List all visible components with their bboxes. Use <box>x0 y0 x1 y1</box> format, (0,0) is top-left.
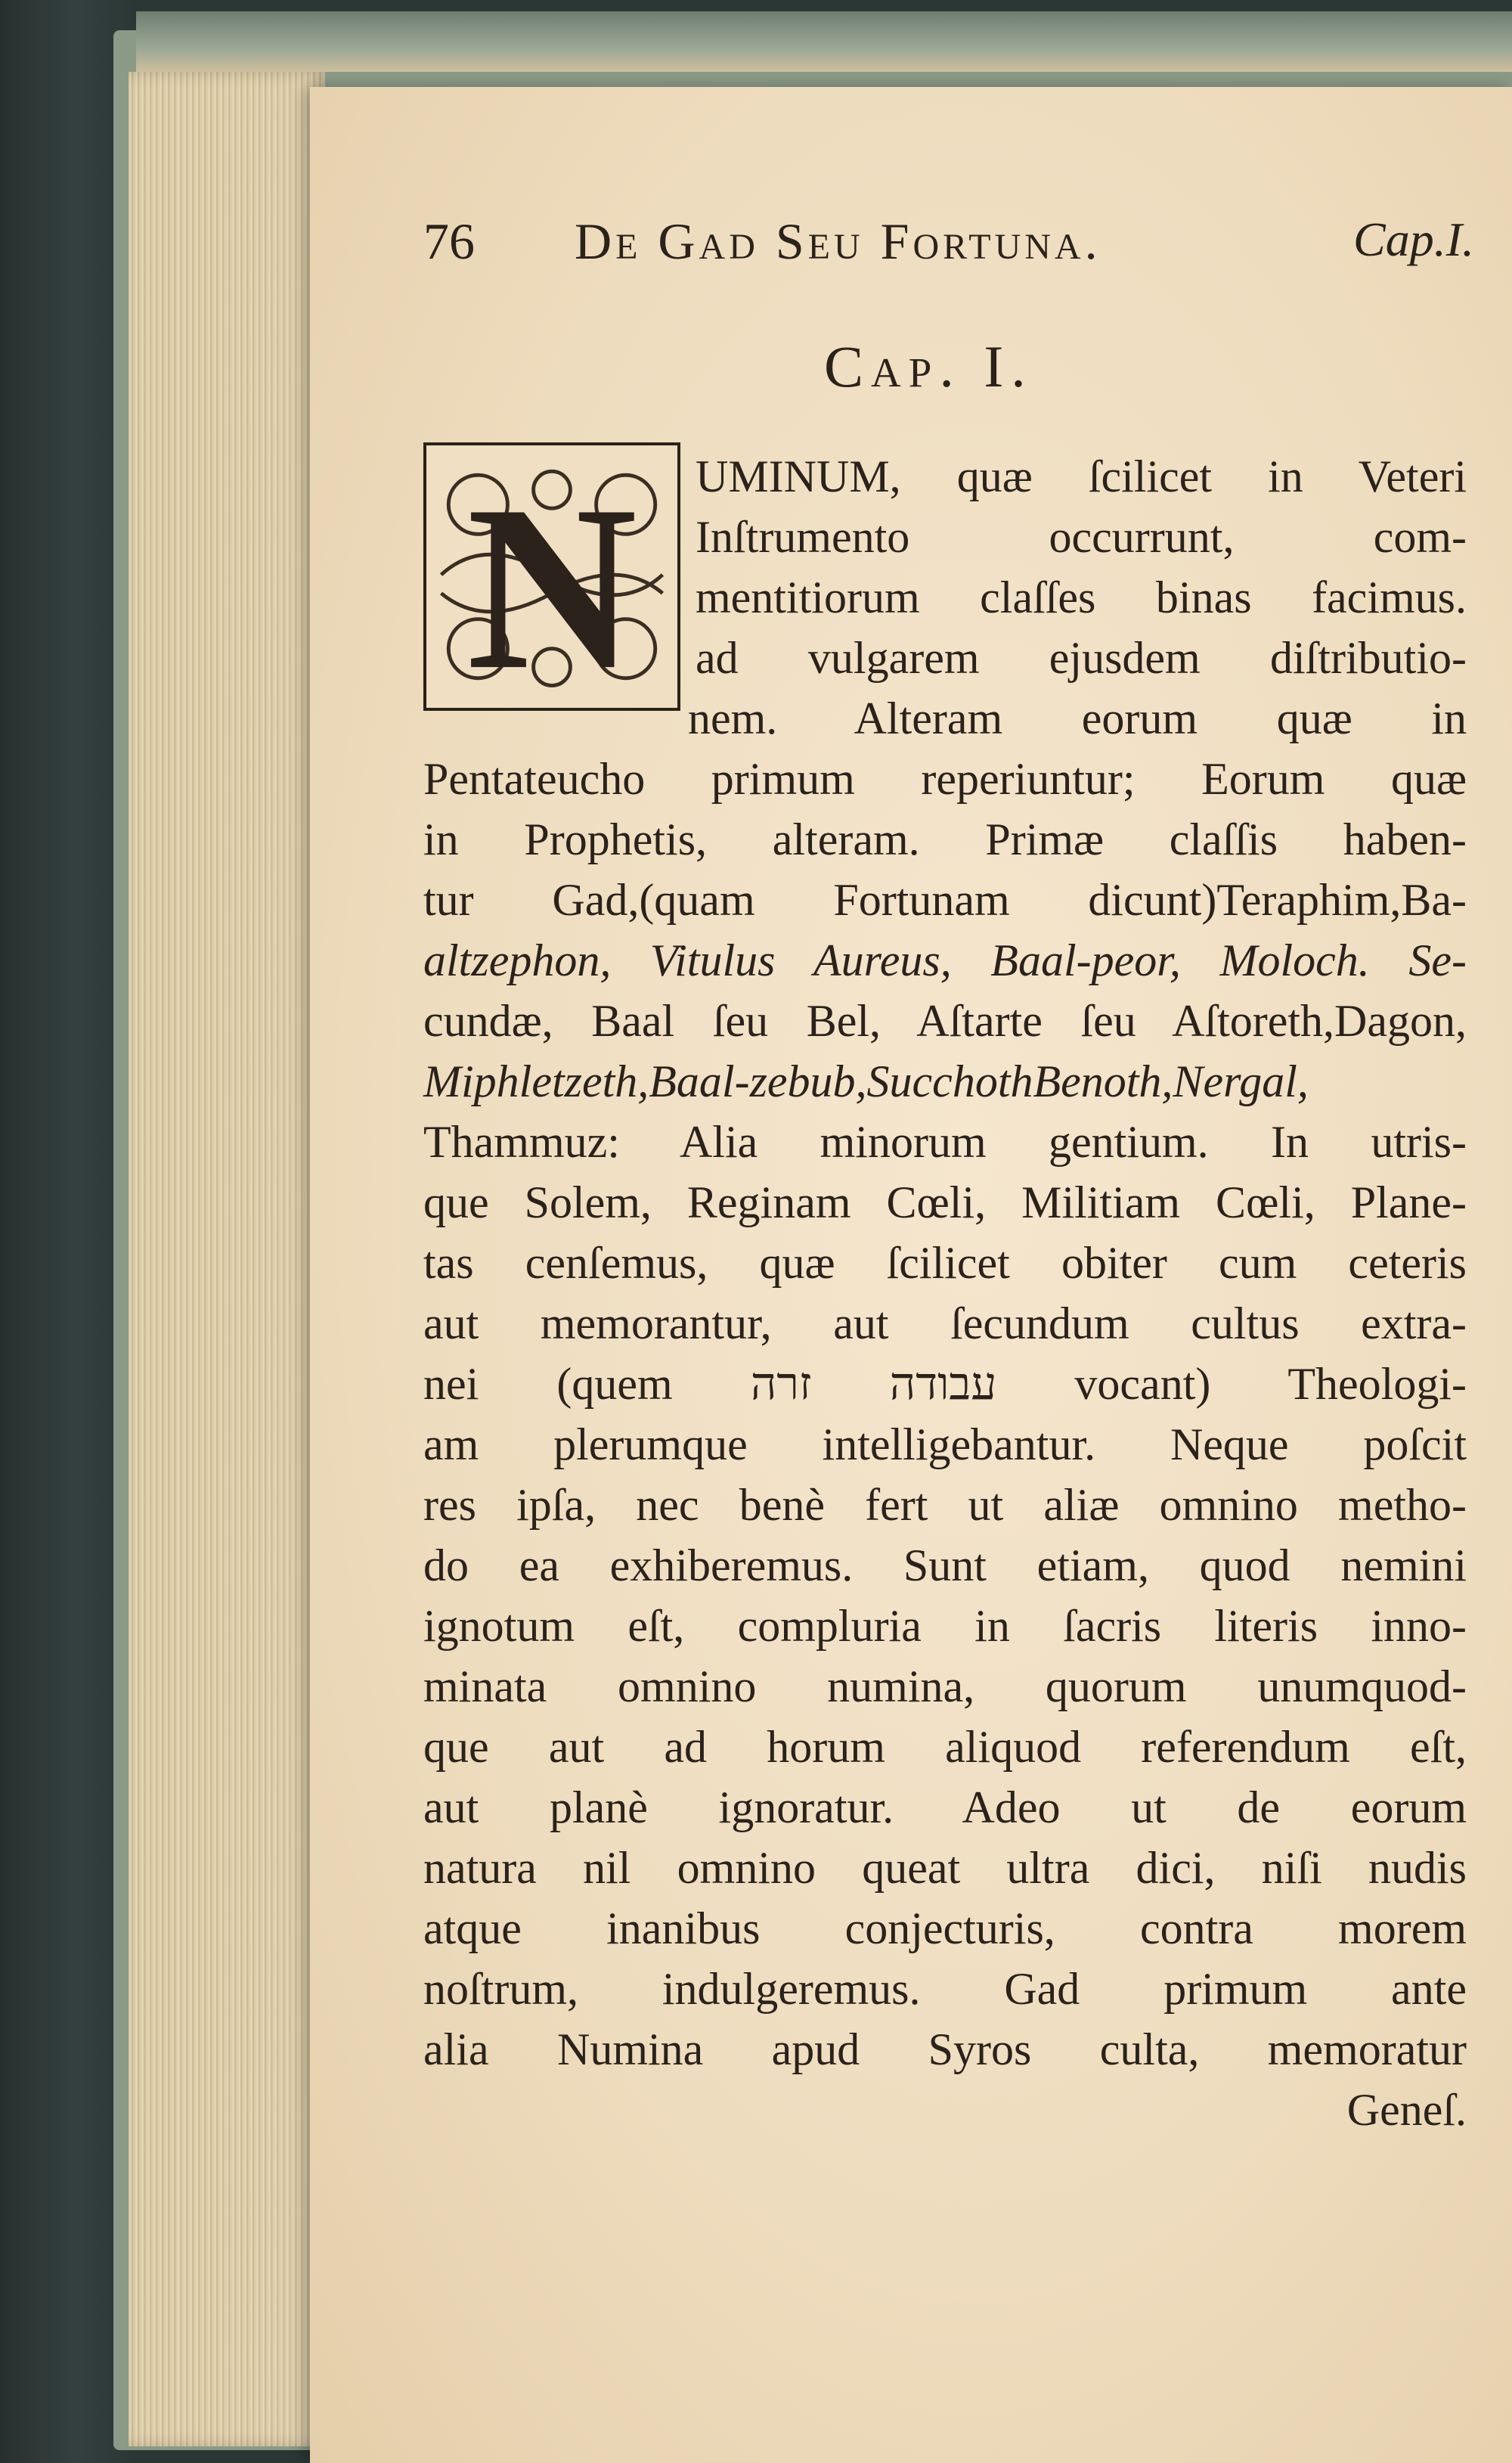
text-line: natura nil omnino queat ultra dici, niſi nudis <box>423 1843 1467 1893</box>
text-line: aut planè ignoratur. Adeo ut de eorum <box>423 1782 1467 1832</box>
svg-text:N: N <box>466 457 637 708</box>
chapter-title: Cap. I. <box>824 333 1033 399</box>
text-line: am plerumque intelligebantur. Neque poſcit <box>423 1419 1467 1469</box>
decorated-initial-n <box>423 442 680 711</box>
text-line: nem. Alteram eorum quæ in <box>688 693 1467 743</box>
text-line: in Prophetis, alteram. Primæ claſſis haben- <box>423 814 1467 864</box>
text-line: que Solem, Reginam Cœli, Militiam Cœli, Plane- <box>423 1177 1467 1227</box>
text-line: tur Gad,(quam Fortunam dicunt)Teraphim,Ba- <box>423 875 1467 925</box>
text-line: Thammuz: Alia minorum gentium. In utris- <box>423 1117 1467 1167</box>
text-line: que aut ad horum aliquod referendum eſt, <box>423 1722 1467 1772</box>
text-line: res ipſa, nec benè fert ut aliæ omnino metho- <box>423 1480 1467 1530</box>
text-line: atque inanibus conjecturis, contra morem <box>423 1903 1467 1953</box>
running-head <box>423 204 1497 287</box>
text-line: alia Numina apud Syros culta, memoratur <box>423 2024 1467 2074</box>
text-line: cundæ, Baal ſeu Bel, Aſtarte ſeu Aſtoreth,Dagon, <box>423 996 1467 1046</box>
text-line: Miphletzeth,Baal-zebub,SucchothBenoth,Nergal, <box>423 1056 1309 1106</box>
text-line: altzephon, Vitulus Aureus, Baal-peor, Moloch. Se- <box>423 935 1467 985</box>
page-number: 76 <box>423 212 475 270</box>
text-line: ignotum eſt, compluria in ſacris literis inno- <box>423 1601 1467 1651</box>
text-line: mentitiorum claſſes binas facimus. <box>696 572 1467 622</box>
text-line: tas cenſemus, quæ ſcilicet obiter cum ceteris <box>423 1238 1467 1288</box>
running-title: De Gad Seu Fortuna. <box>575 212 1101 270</box>
text-line: do ea exhiberemus. Sunt etiam, quod nemini <box>423 1540 1467 1590</box>
text-line: Inſtrumento occurrunt, com- <box>696 512 1467 562</box>
text-line: nei (quem עבודה זרה vocant) Theologi- <box>423 1359 1467 1409</box>
chapter-reference: Cap.I. <box>1353 212 1474 266</box>
text-line: noſtrum, indulgeremus. Gad primum ante <box>423 1964 1467 2014</box>
text-line: minata omnino numina, quorum unumquod- <box>423 1661 1467 1711</box>
page-stack-edges <box>129 72 325 2446</box>
text-line: Pentateucho primum reperiuntur; Eorum quæ <box>423 754 1467 804</box>
book-top-edge <box>136 11 1512 72</box>
text-line: aut memorantur, aut ſecundum cultus extra- <box>423 1298 1467 1348</box>
catchword: Geneſ. <box>1346 2085 1467 2135</box>
text-line: ad vulgarem ejusdem diſtributio- <box>696 633 1467 683</box>
text-line: UMINUM, quæ ſcilicet in Veteri <box>696 451 1467 501</box>
